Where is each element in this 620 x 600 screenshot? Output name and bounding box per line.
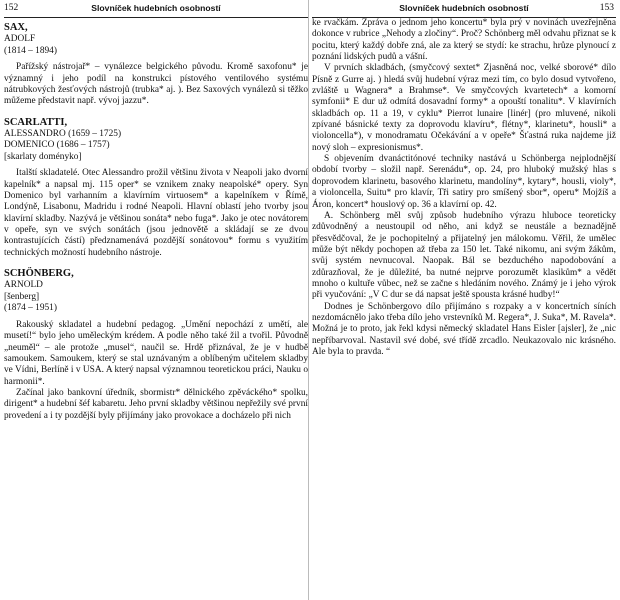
entry-name: ARNOLD <box>4 280 43 291</box>
entry-text: Začínal jako bankovní úředník, sbormistr* dělnického zpěváckého* spolku, dirigent* a hudební šéf kabaretu. Jeho první skladby většinou nepřežily své první provedení a i ty pozdější byly přijímány jako provokace a docházelo při nich <box>4 387 308 421</box>
entry-heading: SCHÖNBERG, <box>4 268 74 280</box>
entry-text: S objevením dvanáctitónové techniky nastává u Schönberga nejplodnější období tvorby – složil např. Serenádu*, op. 24, pro hluboký mužský hlas s doprovodem klarinetu, basového klarinetu, mandolíny*, kytary*, housli, violy*, a violoncella, Suitu* pro klavír, Tři satiry pro smíšený sbor*, operu* Mojžíš a Áron, koncert* houslový op. 36 a klavírní op. 42. <box>312 154 616 210</box>
running-title: Slovníček hudebních osobností <box>91 3 221 13</box>
entry-scarlatti <box>4 117 308 260</box>
entry-text: Dodnes je Schönbergovo dílo přijímáno s rozpaky a v koncertních síních nezdomácnělo jako třeba dílo jeho vrstevníků M. Regera*, J. Suka*, M. Ravela*. Možná je to proto, jak řekl kdysi německý skladatel Hans Eisler [ajsler], že „nic nepříbarvoval. Nastavil své dobé, své třídě zrcadlo. Neukazovalo nic krásného. Ale byla to pravda. “ <box>312 301 616 357</box>
entry-pronunciation: [šenberg] <box>4 291 40 302</box>
entry-dates: (1874 – 1951) <box>4 303 57 314</box>
page-gutter <box>308 0 309 600</box>
right-page-body <box>312 18 616 358</box>
entry-name: DOMENICO (1686 – 1757) <box>4 140 110 151</box>
page-number: 153 <box>599 3 614 13</box>
entry-text: Italští skladatelé. Otec Alessandro prožil většinu života v Neapoli jako dvorní kapelník* a napsal mj. 115 oper* se vznikem znaky neapolské* opery. Syn Domenico byl varhanním a klavírním virtuosem* a kapelníkem v Římě, Londýně, Lisabonu, Madridu i rodné Neapoli. Hlavní oblastí jeho tvorby jsou klavírní skladby. Nazývá je většinou sonáta* nebo fuga*. Jako je otec novátorem v opeře, syn ve svých sonátách (jsou jednovětě a skládají se ze dvou kontrastujících částí) předznamenává pozdější sonátovou* formu s využitím technických možností hudebního nástroje. <box>4 168 308 258</box>
entry-name: ALESSANDRO (1659 – 1725) <box>4 128 122 139</box>
left-page <box>4 0 308 600</box>
entry-pronunciation: [skarlaty doményko] <box>4 151 82 162</box>
entry-text: A. Schönberg měl svůj způsob hudebního výrazu hluboce teoreticky zdůvodněný a neustoupil od něho, ani když se neustále a beznadějně přesvědčoval, že je pochopitelný a přijatelný jen málokomu. Věřil, že umělec může být někdy pochopen až třeba za 150 let. Také nikomu, ani svým žákům, svůj systém nevnucoval. Naopak. Bál se bezduchého napodobování a zdůrazňoval, že je důležité, ba nutné nejprve porozumět klasikům* a vědět mnoho o kultuře vůbec, než se začne s hledáním nového. Známý je i jeho výrok při vyučování: „V C dur se dá napsat ještě spousta krásné hudby!“ <box>312 210 616 301</box>
entry-schonberg <box>4 268 308 422</box>
entry-heading: SAX, <box>4 22 28 33</box>
entry-dates: (1814 – 1894) <box>4 45 57 56</box>
left-page-header <box>4 0 308 18</box>
entry-sax <box>4 22 308 108</box>
entry-text: V prvních skladbách, (smyčcový sextet* Zjasněná noc, velké sborové* dílo Písně z Gurre aj. ) hledá svůj hudební výraz mezi tím, co bylo dosud vytvořeno, zvláště u Wagnera* a Brahmse*. Ve smyčcových kvartetech* a komorní symfonii* E dur už odmítá dosavadní formy* a opouští tonalitu*. V klavírních skladbách op. 11 a 19, v cyklu* Pierrot lunaire [linér] (pro mluvené, nikoli zpívané básnické texty za doprovodu klavíru*, flétny*, klarinetu*, housli* a violoncella*), v monodramatu Očekávání a v opeře* Šťastná ruka najdeme již nový sloh – expresionismus*. <box>312 63 616 153</box>
right-page-header <box>312 0 616 18</box>
running-title: Slovníček hudebních osobností <box>399 3 529 13</box>
entry-text: ke rvačkám. Zpráva o jednom jeho koncertu* byla prý v novinách uvezřejněna dokonce v rubrice „Nehody a zločiny“. Proč? Schönberg měl odvahu přiznat se k pocitu, který každý dobře zná, ale za který se stydí: ke strachu, hrůze plynoucí z poznání lidských pudů a vášní. <box>312 18 616 63</box>
entry-heading: SCARLATTI, <box>4 116 68 128</box>
left-page-body <box>4 22 308 422</box>
page-number: 152 <box>4 3 19 13</box>
entry-name: ADOLF <box>4 34 36 44</box>
right-page <box>312 0 616 600</box>
entry-text: Rakouský skladatel a hudební pedagog. „Umění nepochází z umětí, ale musetí!“ bylo jeho uměleckým krédem. A podle něho také žil a tvořil. Původně „neuměl“ – ale protože „musel“, naučil se. Hrdě přiznával, že je v hudbě samoukem. Samoukem, který se stal uznávaným a oblíbeným učitelem skladby ve Vídni, Berlíně i v USA. A který napsal významnou teoretickou práci, Nauku o harmonii*. <box>4 319 308 387</box>
entry-text: Pařížský nástrojař* – vynálezce belgického původu. Kromě saxofonu* je významný i jeho podíl na konstrukci pístového ventilového systému nátrubkových žesťových nástrojů (trubka* aj. ). Bez Saxových vynálezů si těžko můžeme představit např. vývoj jazzu*. <box>4 62 308 107</box>
